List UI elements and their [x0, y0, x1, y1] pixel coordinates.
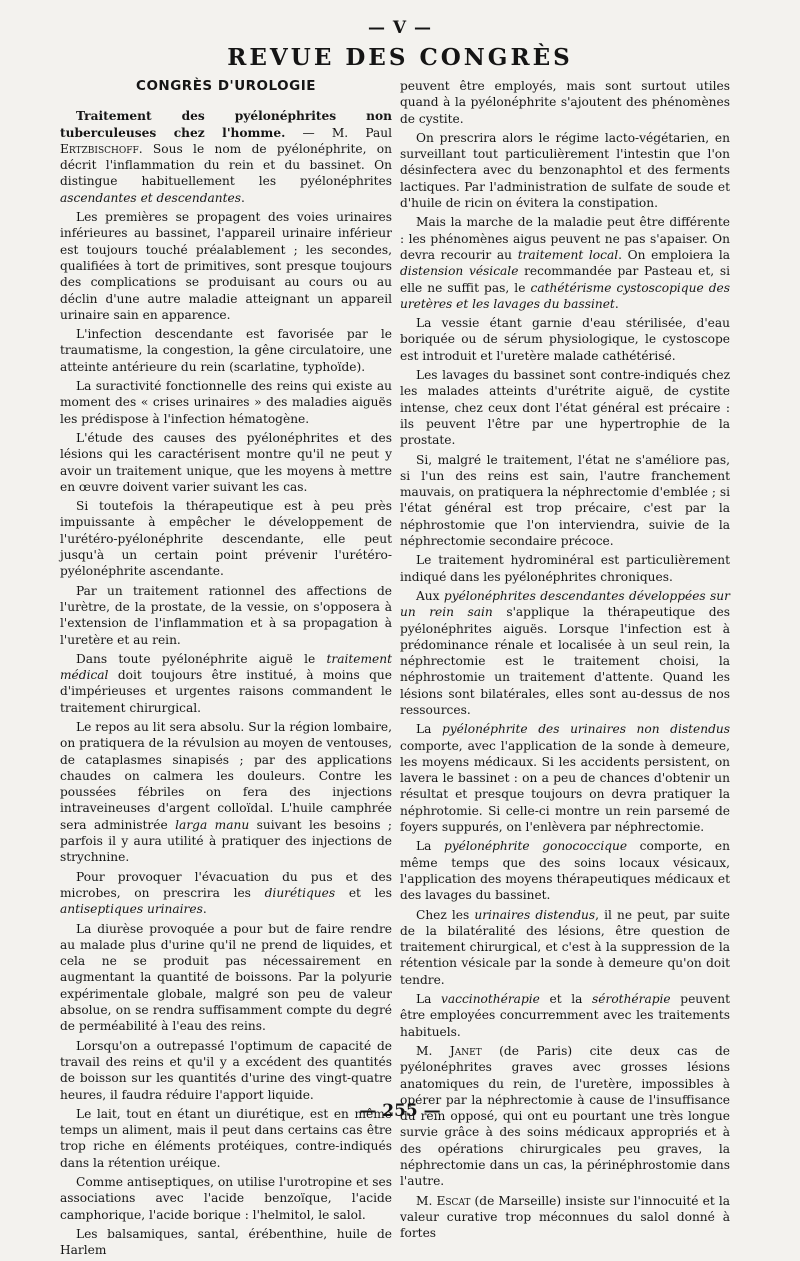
paragraph: On prescrira alors le régime lacto-végétarien, en surveillant tout particulièrement l'intestin que l'on désinfectera avec du benzonaphtol et des ferments lactiques. Par l'administration de sulfate de soude et d'huile de ricin on évitera la constipation. — [400, 130, 730, 211]
paragraph: Les lavages du bassinet sont contre-indiqués chez les malades atteints d'urétrite aiguë, de cystite intense, chez ceux dont l'état général est précaire : ils peuvent l'être par une hypertrophie de la prostate. — [400, 368, 730, 448]
paragraph: Dans toute pyélonéphrite aiguë le traitement médical doit toujours être institué, à moins que d'impérieuses et urgentes raisons commandent le traitement chirurgical. — [60, 651, 392, 715]
paragraph: Si, malgré le traitement, l'état ne s'améliore pas, si l'un des reins est sain, l'autre franchement mauvais, on pratiquera la néphrectomie d'emblée ; si l'état général est trop précaire, c'est par la néphrostomie que l'on interviendra, suivie de la néphrectomie secondaire précoce. — [400, 452, 730, 549]
page-title: REVUE DES CONGRÈS — [227, 44, 573, 71]
paragraph: Aux pyélonéphrites descendantes développées sur un rein sain s'applique la thérapeutique des pyélonéphrites aiguës. Lorsque l'infection est à prédominance rénale et localisée à un seul rein, la néphrectomie est le traitement choisi, la néphrostomie un traitement d'attente. Quand les lésions sont bilatérales, elles sont au-dessus de nos ressources. — [400, 588, 731, 717]
paragraph: M. Escat (de Marseille) insiste sur l'innocuité et la valeur curative trop méconnues du salol donné à fortes — [400, 1193, 730, 1241]
paragraph: Si toutefois la thérapeutique est à peu près impuissante à empêcher le développement de l'urétéro-pyélonéphrite descendante, elle peut jusqu'à un certain point prévenir l'urétéro-pyélonéphrite ascendante. — [60, 499, 392, 579]
paragraph: La diurèse provoquée a pour but de faire rendre au malade plus d'urine qu'il ne prend de liquides, et cela ne se produit pas nécessairement en augmentant la quantité de boissons. Par la polyurie expérimentale globale, malgré son peu de valeur absolue, on se rendra suffisamment compte du degré de perméabilité à l'eau des reins. — [60, 921, 392, 1034]
paragraph: La pyélonéphrite des urinaires non distendus comporte, avec l'application de la sonde à demeure, les moyens médicaux. Si les accidents persistent, on lavera le bassinet : on a peu de chances d'obtenir un résultat et presque toujours on devra pratiquer la néphrotomie. Si celle-ci montre un rein parsemé de foyers suppurés, on l'enlèvera par néphrectomie. — [400, 722, 730, 835]
paragraph: Pour provoquer l'évacuation du pus et des microbes, on prescrira les diurétiques et les antiseptiques urinaires. — [60, 869, 392, 917]
paragraph: La vaccinothérapie et la sérothérapie peuvent être employées concurremment avec les traitements habituels. — [400, 992, 730, 1039]
paragraph: Le repos au lit sera absolu. Sur la région lombaire, on pratiquera de la révulsion au moyen de ventouses, de cataplasmes sinapisés ; par des applications chaudes on calmera les douleurs. Contre les poussées fébriles on fera des injections intraveineuses d'argent colloïdal. L'huile camphrée sera administrée larga manu suivant les besoins ; parfois il y aura utilité à pratiquer des injections de strychnine. — [60, 719, 393, 865]
page-number: — 255 — — [359, 1101, 441, 1121]
author-name: Janet — [449, 1043, 482, 1058]
paragraph: Le lait, tout en étant un diurétique, est en même temps un aliment, mais il peut dans certains cas être trop riche en éléments protéiques, contre-indiqués dans la rétention uréique. — [60, 1106, 392, 1170]
paragraph: Les premières se propagent des voies urinaires inférieures au bassinet, l'appareil urinaire inférieur est toujours touché préalablement ; les secondes, qualifiées à tort de primitives, sont presque toujours des complications se produisant au cours ou au déclin d'une autre maladie atteignant un appareil urinaire sain en apparence. — [60, 210, 392, 322]
paragraph: peuvent être employés, mais sont surtout utiles quand à la pyélonéphrite s'ajoutent des phénomènes de cystite. — [400, 79, 730, 126]
paragraph: Lorsqu'on a outrepassé l'optimum de capacité de travail des reins et qu'il y a excédent des quantités de boisson sur les quantités d'urine des vingt-quatre heures, il faudra réduire l'apport liquide. — [60, 1038, 392, 1102]
paragraph: Le traitement hydrominéral est particulièrement indiqué dans les pyélonéphrites chroniques. — [400, 553, 730, 584]
paragraph: L'infection descendante est favorisée par le traumatisme, la congestion, la gêne circulatoire, une atteinte antérieure du rein (scarlatine, typhoïde). — [60, 327, 392, 374]
left-column — [60, 78, 392, 1261]
paragraph: La vessie étant garnie d'eau stérilisée, d'eau boriquée ou de sérum physiologique, le cystoscope est introduit et l'uretère malade cathétérisé. — [400, 316, 730, 363]
section-page-marker: — V — — [367, 18, 433, 38]
paragraph: Chez les urinaires distendus, il ne peut, par suite de la bilatéralité des lésions, être question de traitement chirurgical, et c'est à la suppression de la rétention vésicale par la sonde à demeure qu'on doit tendre. — [400, 907, 730, 987]
paragraph: M. Janet (de Paris) cite deux cas de pyélonéphrites graves avec grosses lésions anatomiques du rein, de l'uretère, impossibles à opérer par la néphrectomie à cause de l'insuffisance du rein opposé, qui ont eu pourtant une très longue survie grâce à des soins médicaux appropriés et à des opérations chirurgicales peu graves, la néphrectomie dans un cas, la périnéphrostomie dans l'autre. — [400, 1043, 730, 1189]
section-heading: CONGRÈS D'UROLOGIE — [136, 78, 316, 94]
article-intro-paragraph: Traitement des pyélonéphrites non tuberculeuses chez l'homme. — M. Paul Ertzbischoff. Sous le nom de pyélonéphrite, on décrit l'inflammation du rein et du bassinet. On distingue habituellement les pyélonéphrites ascendantes et descendantes. — [60, 109, 392, 205]
paragraph: La suractivité fonctionnelle des reins qui existe au moment des « crises urinaires » des maladies aiguës les prédispose à l'infection hématogène. — [60, 379, 392, 426]
author-name: Escat — [436, 1193, 471, 1208]
right-column — [400, 78, 730, 1244]
paragraph: Par un traitement rationnel des affections de l'urètre, de la prostate, de la vessie, on s'opposera à l'extension de l'inflammation et à sa propagation à l'uretère et au rein. — [60, 583, 392, 647]
paragraph: Mais la marche de la maladie peut être différente : les phénomènes aigus peuvent ne pas s'apaiser. On devra recourir au traitement local. On emploiera la distension vésicale recommandée par Pasteau et, si elle ne suffit pas, le cathétérisme cystoscopique des uretères et les lavages du bassinet. — [400, 215, 730, 311]
paragraph: L'étude des causes des pyélonéphrites et des lésions qui les caractérisent montre qu'il ne peut y avoir un traitement unique, que les moyens à mettre en œuvre doivent varier suivant les cas. — [60, 430, 392, 494]
paragraph: Comme antiseptiques, on utilise l'urotropine et ses associations avec l'acide benzoïque, l'acide camphorique, l'acide borique : l'helmitol, le salol. — [60, 1175, 392, 1222]
author-name: Ertzbischoff — [60, 141, 139, 156]
paragraph: La pyélonéphrite gonococcique comporte, en même temps que des soins locaux vésicaux, l'application des moyens thérapeutiques médicaux et des lavages du bassinet. — [400, 839, 730, 903]
paragraph: Les balsamiques, santal, érébenthine, huile de Harlem — [60, 1226, 392, 1258]
article-title: Traitement des pyélonéphrites non tuberculeuses chez l'homme. — [60, 109, 392, 140]
